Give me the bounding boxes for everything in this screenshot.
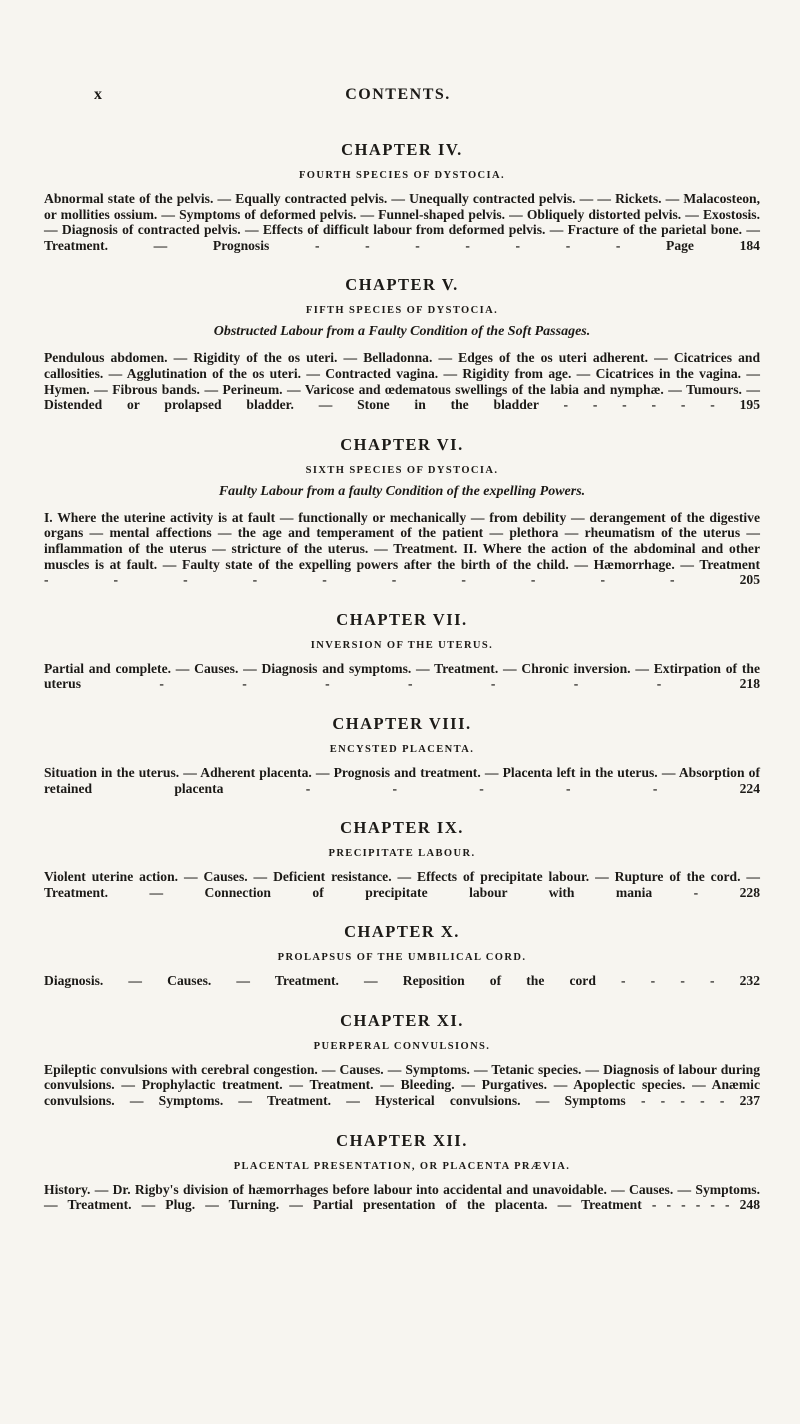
running-head-title: CONTENTS.: [345, 86, 451, 103]
page-reference: [652, 1197, 760, 1212]
chapter-entry: [44, 1011, 760, 1109]
page-reference: [315, 238, 760, 253]
chapter-summary: [44, 869, 760, 900]
chapter-summary: [44, 765, 760, 796]
page-reference: [563, 397, 760, 412]
chapter-summary: [44, 661, 760, 692]
dot-leaders: - - - - - -: [651, 1197, 730, 1213]
chapter-summary-text: Abnormal state of the pelvis. — Equally contracted pelvis. — Unequally contracted pelvis. — — Rickets. — Malacosteon, or mollities ossium. — Symptoms of deformed pelvis. — Funnel-shaped pelvis. — Obliquely distorted pelvis. — Exostosis. — Diagnosis of contracted pelvis. — Effects of difficult labour from deformed pelvis. — Fracture of the parietal bone. — Treatment. — Prognosis: [44, 191, 760, 253]
page-number: 228: [739, 884, 760, 900]
page-number: 224: [739, 780, 761, 796]
chapter-summary-text: I. Where the uterine activity is at fault — functionally or mechanically — from debility — derangement of the digestive organs — mental affections — the age and temperament of the patient — plethora — rheumatism of the uterus — inflammation of the uterus — stricture of the uterus. — Treatment. II. Where the action of the abdominal and other muscles is at fault. — Faulty state of the expelling powers after the birth of the child. — Hæmorrhage. — Treatment: [44, 509, 760, 572]
dot-leaders: - - - - - - -: [314, 237, 621, 253]
page-number: 248: [739, 1197, 760, 1213]
chapter-title: CHAPTER VI.: [340, 434, 464, 454]
chapter-summary-text: Situation in the uterus. — Adherent placenta. — Prognosis and treatment. — Placenta left in the uterus. — Absorption of retained placenta: [44, 764, 760, 796]
page-number: 195: [739, 397, 761, 413]
chapter-title: CHAPTER IX.: [340, 818, 464, 838]
page-folio: x: [94, 86, 103, 103]
dot-leaders: - - - - - -: [563, 397, 715, 413]
page-reference: [306, 781, 760, 796]
chapter-title: CHAPTER XI.: [340, 1010, 464, 1030]
chapter-summary-text: Pendulous abdomen. — Rigidity of the os uteri. — Belladonna. — Edges of the os uteri adherent. — Cicatrices and callosities. — Agglutination of the os uteri. — Contracted vagina. — Rigidity from age. — Cicatrices in the vagina. — Hymen. — Fibrous bands. — Perineum. — Varicose and œdematous swellings of the labia and nymphæ. — Tumours. — Distended or prolapsed bladder. — Stone in the bladder: [44, 350, 760, 413]
dot-leaders: - - - - - - - - - -: [44, 572, 675, 588]
chapter-summary: [44, 973, 760, 989]
dot-leaders: - - - -: [621, 973, 715, 989]
chapter-entry: [44, 714, 760, 796]
chapter-title: CHAPTER IV.: [341, 140, 463, 159]
chapter-heading: PLACENTAL PRESENTATION, OR PLACENTA PRÆVIA.: [233, 1160, 571, 1172]
dot-leaders: - - - - -: [305, 780, 658, 796]
dot-leaders: - - - - - - -: [159, 676, 662, 692]
page-number: Page 184: [666, 237, 760, 253]
chapter-summary: [44, 191, 760, 253]
chapter-title: CHAPTER VIII.: [332, 713, 472, 733]
chapter-entry: [44, 818, 760, 900]
chapter-heading: FOURTH SPECIES OF DYSTOCIA.: [298, 170, 506, 181]
chapter-list: [44, 140, 760, 1235]
chapter-entry: [44, 435, 760, 588]
chapter-entry: [44, 922, 760, 989]
chapter-subtitle: Obstructed Labour from a Faulty Condition of the Soft Passages.: [213, 324, 591, 340]
chapter-heading: PUERPERAL CONVULSIONS.: [313, 1040, 491, 1052]
chapter-summary: [44, 1182, 760, 1213]
chapter-heading: PRECIPITATE LABOUR.: [328, 848, 476, 860]
page-reference: [621, 973, 760, 988]
chapter-title: CHAPTER V.: [345, 275, 459, 295]
chapter-entry: [44, 1131, 760, 1213]
page-number: 205: [739, 572, 761, 588]
page-reference: [44, 572, 760, 587]
chapter-summary: [44, 350, 760, 412]
chapter-heading: FIFTH SPECIES OF DYSTOCIA.: [305, 305, 499, 317]
dot-leaders: -: [693, 884, 699, 900]
chapter-summary-text: Violent uterine action. — Causes. — Deficient resistance. — Effects of precipitate labour. — Rupture of the cord. — Treatment. — Connection of precipitate labour with mania: [44, 869, 760, 900]
chapter-entry: [44, 610, 760, 692]
chapter-heading: INVERSION OF THE UTERUS.: [310, 639, 494, 651]
chapter-summary-text: Partial and complete. — Causes. — Diagnosis and symptoms. — Treatment. — Chronic inversion. — Extirpation of the uterus: [44, 660, 760, 692]
page-reference: [159, 676, 760, 691]
chapter-title: CHAPTER X.: [344, 922, 460, 942]
chapter-entry: [44, 140, 760, 253]
chapter-subtitle: Faulty Labour from a faulty Condition of the expelling Powers.: [218, 483, 586, 499]
chapter-entry: [44, 275, 760, 412]
chapter-summary-text: History. — Dr. Rigby's division of hæmorrhages before labour into accidental and unavoidable. — Causes. — Symptoms. — Treatment. — Plug. — Turning. — Partial presentation of the placenta. — Treatment: [44, 1181, 760, 1213]
page-reference: [694, 885, 760, 900]
page-number: 218: [739, 676, 760, 692]
dot-leaders: - - - - -: [640, 1093, 725, 1109]
page-number: 237: [739, 1093, 761, 1109]
chapter-heading: SIXTH SPECIES OF DYSTOCIA.: [305, 464, 499, 476]
chapter-title: CHAPTER VII.: [336, 609, 468, 629]
chapter-summary: [44, 1062, 760, 1109]
chapter-summary-text: Diagnosis. — Causes. — Treatment. — Reposition of the cord: [44, 973, 596, 989]
running-head: [44, 0, 752, 103]
page-reference: [641, 1093, 760, 1108]
page-number: 232: [739, 973, 760, 989]
chapter-heading: ENCYSTED PLACENTA.: [329, 743, 475, 755]
chapter-summary-text: Epileptic convulsions with cerebral congestion. — Causes. — Symptoms. — Tetanic species. — Diagnosis of labour during convulsions. — Prophylactic treatment. — Treatment. — Bleeding. — Purgatives. — Apoplectic species. — Anæmic convulsions. — Symptoms. — Treatment. — Hysterical convulsions. — Symptoms: [44, 1061, 760, 1109]
chapter-summary: [44, 510, 760, 588]
chapter-title: CHAPTER XII.: [336, 1130, 468, 1150]
chapter-heading: PROLAPSUS OF THE UMBILICAL CORD.: [277, 952, 527, 964]
